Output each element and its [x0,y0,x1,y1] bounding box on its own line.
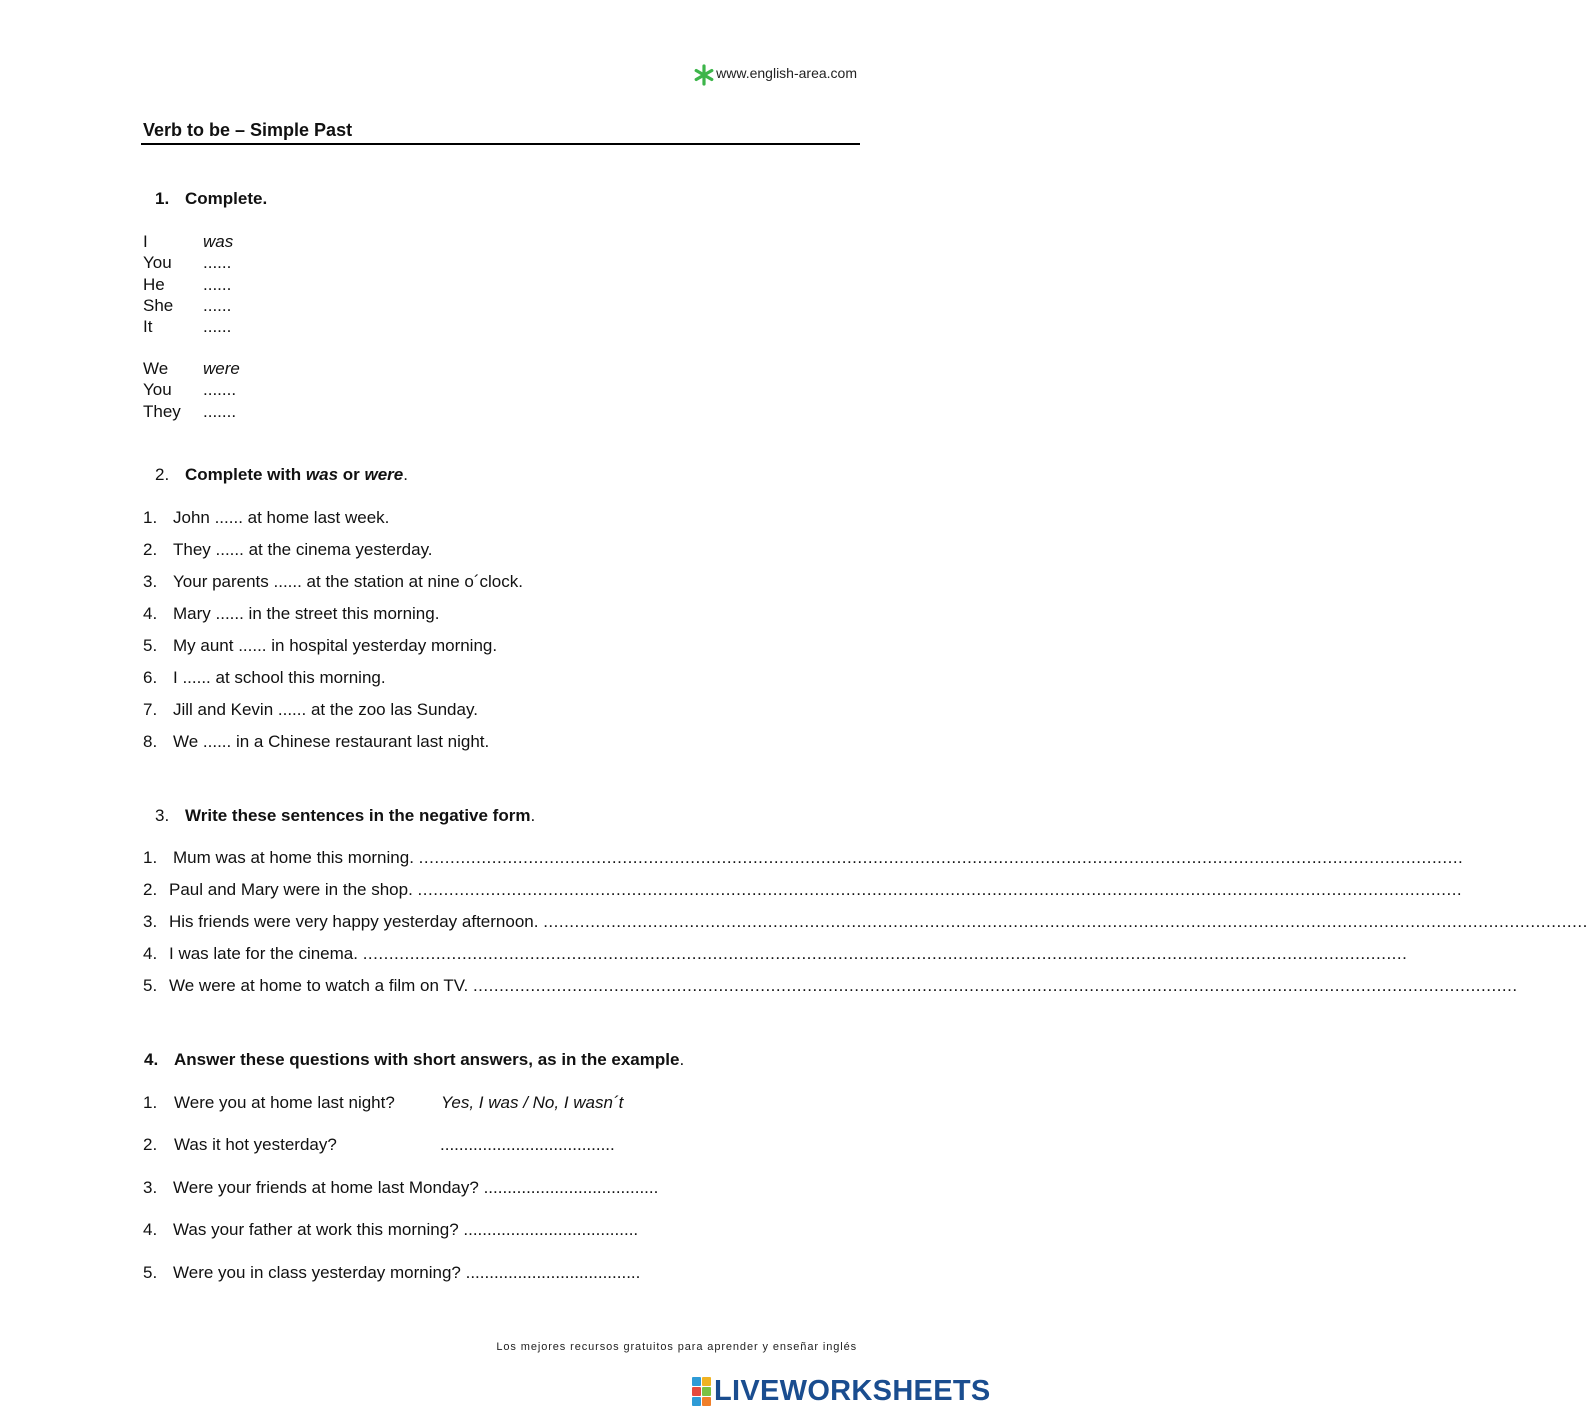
heading-period: . [530,806,536,825]
list-item[interactable] [143,1178,658,1198]
list-item[interactable] [143,944,1408,964]
conjugation-row [143,274,233,295]
item-text: Your parents ...... at the station at nine o´clock. [173,572,523,591]
pronoun: We [143,359,169,378]
item-text: We were at home to watch a film on TV. [169,976,473,995]
liveworksheets-logo[interactable] [692,1376,991,1406]
answer-blank[interactable]: ........................................................................................................................................................................................................ [543,912,1588,931]
verb-blank[interactable]: ...... [203,295,232,315]
item-number: 4. [143,944,158,963]
list-item[interactable] [143,636,497,656]
item-text: Jill and Kevin ...... at the zoo las Sunday. [173,700,478,719]
section-1-heading [155,189,267,209]
heading-period: . [679,1050,685,1069]
item-text: Mum was at home this morning. [173,848,419,867]
pronoun: It [143,317,153,337]
singular-conjugation [143,231,233,337]
item-number: 3. [143,572,158,591]
example-answer: Yes, I was / No, I wasn´t [441,1093,624,1112]
verb-blank[interactable]: ...... [203,274,232,294]
question-text: Was it hot yesterday? [174,1135,337,1154]
example-verb: were [203,359,240,378]
logo-block [702,1397,711,1406]
item-number: 4. [143,1220,158,1239]
site-url: www.english-area.com [716,65,857,81]
conjugation-row [143,358,240,379]
conjugation-row [143,316,233,337]
heading-period: . [403,465,408,484]
item-number: 1. [143,508,158,527]
item-number: 8. [143,732,158,751]
list-item[interactable] [143,1263,640,1283]
section-number: 4. [144,1050,159,1069]
list-item[interactable] [143,508,389,528]
conjugation-row [143,295,233,316]
question-text: Were you at home last night? [174,1093,395,1112]
question-text: Were you in class yesterday morning? [173,1263,461,1282]
list-item[interactable] [143,880,1463,900]
verb-blank[interactable]: ...... [203,317,232,337]
verb-blank[interactable]: ...... [203,253,232,273]
list-item[interactable] [143,700,478,720]
section-title: Answer these questions with short answers, as in the example [174,1050,680,1069]
item-number: 5. [143,976,158,995]
worksheet-title: Verb to be – Simple Past [143,120,353,140]
answer-blank[interactable]: ..................................... [483,1178,659,1197]
item-number: 5. [143,636,158,655]
item-text: They ...... at the cinema yesterday. [173,540,433,559]
item-number: 1. [143,1093,158,1112]
logo-wordmark: LIVEWORKSHEETS [714,1375,991,1407]
pronoun: You [143,253,172,273]
conjugation-row [143,401,240,422]
pronoun: You [143,380,172,400]
section-4-heading [144,1050,684,1070]
item-text: John ...... at home last week. [173,508,390,527]
heading-or: or [338,465,365,484]
logo-blocks-icon [692,1377,711,1406]
pronoun: They [143,401,181,421]
list-item[interactable] [143,912,1588,932]
item-number: 6. [143,668,158,687]
verb-blank[interactable]: ....... [203,380,237,400]
section-number: 2. [155,465,170,484]
conjugation-row [143,231,233,252]
list-item[interactable] [143,604,439,624]
logo-block [692,1377,701,1386]
logo-block [692,1397,701,1406]
question-text: Were your friends at home last Monday? [173,1178,479,1197]
answer-blank[interactable]: ..................................... [465,1263,641,1282]
logo-block [702,1387,711,1396]
list-item[interactable] [143,540,433,560]
item-number: 7. [143,700,158,719]
item-number: 1. [143,848,158,867]
footer-note: Los mejores recursos gratuitos para aprender y enseñar inglés [496,1341,857,1353]
item-number: 4. [143,604,158,623]
item-text: His friends were very happy yesterday afternoon. [169,912,544,931]
item-number: 2. [143,540,158,559]
heading-text: Complete with [185,465,306,484]
item-text: Paul and Mary were in the shop. [169,880,418,899]
heading-was: was [305,465,339,484]
verb-blank[interactable]: ....... [203,401,237,421]
logo-block [702,1377,711,1386]
item-text: I was late for the cinema. [169,944,363,963]
site-link[interactable] [693,60,857,86]
list-item[interactable] [143,848,1464,868]
item-number: 2. [143,880,158,899]
pronoun: I [143,232,148,251]
item-text: We ...... in a Chinese restaurant last night. [173,732,490,751]
answer-blank[interactable]: ........................................................................................................................................................................................................ [418,848,1464,867]
conjugation-row [143,379,240,400]
section-number: 3. [155,806,170,825]
plural-conjugation [143,358,240,422]
list-item[interactable] [143,1220,638,1240]
list-item[interactable] [143,1093,395,1113]
section-3-heading [155,806,535,826]
conjugation-row [143,252,233,273]
answer-blank[interactable]: ........................................................................................................................................................................................................ [472,976,1518,995]
item-text: I ...... at school this morning. [173,668,386,687]
item-number: 3. [143,912,158,931]
list-item[interactable] [143,976,1518,996]
list-item[interactable] [143,572,523,592]
question-text: Was your father at work this morning? [173,1220,459,1239]
item-number: 3. [143,1178,158,1197]
asterisk-icon [693,64,715,86]
answer-blank[interactable]: ........................................................................................................................................................................................................ [417,880,1463,899]
item-text: Mary ...... in the street this morning. [173,604,440,623]
section-number: 1. [155,189,170,208]
list-item[interactable] [143,1135,337,1155]
list-item[interactable] [143,668,386,688]
pronoun: She [143,295,174,315]
item-number: 5. [143,1263,158,1282]
answer-blank[interactable]: ..................................... [440,1135,615,1154]
pronoun: He [143,274,165,294]
section-title: Write these sentences in the negative form [185,806,531,825]
answer-blank[interactable]: ........................................................................................................................................................................................................ [362,944,1408,963]
section-title: Complete. [185,189,268,208]
title-underline [141,143,860,145]
section-2-heading [155,465,408,485]
answer-blank[interactable]: ..................................... [463,1220,639,1239]
logo-block [692,1387,701,1396]
list-item[interactable] [143,732,489,752]
item-number: 2. [143,1135,158,1154]
example-verb: was [203,232,234,251]
heading-were: were [364,465,404,484]
item-text: My aunt ...... in hospital yesterday morning. [173,636,498,655]
